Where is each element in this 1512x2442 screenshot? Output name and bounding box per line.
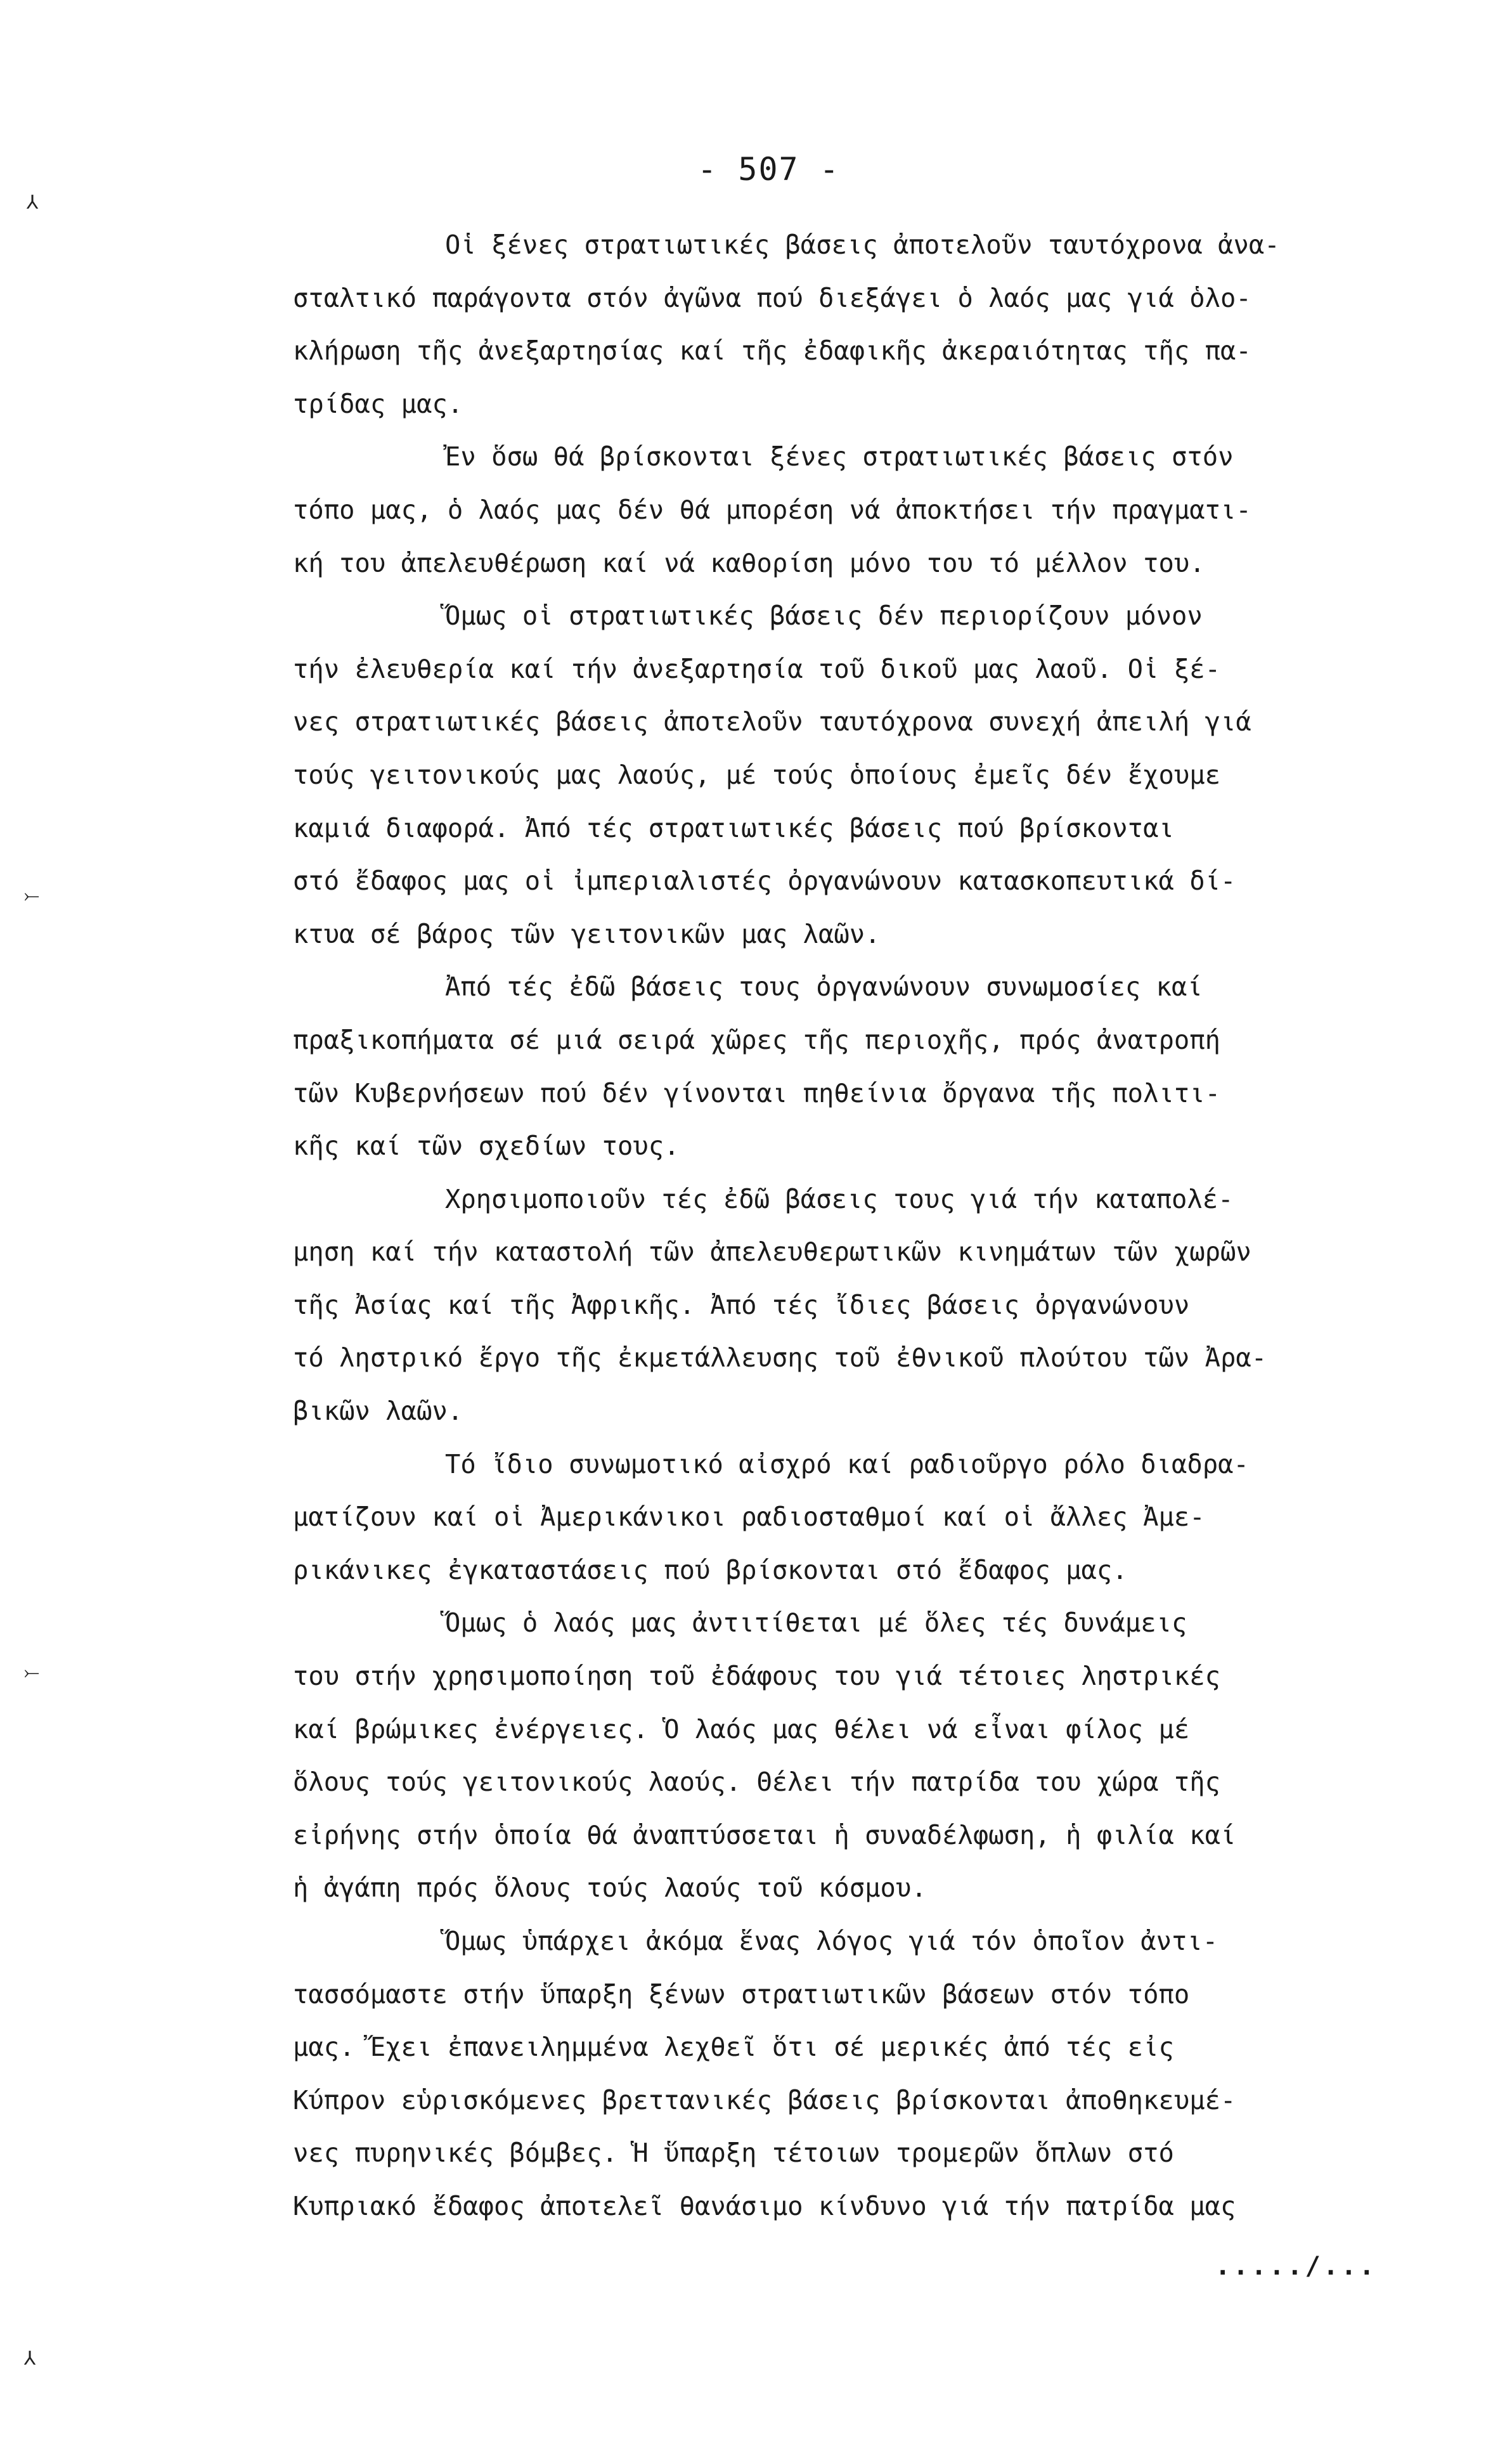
text-line: Ἀπό τές ἐδῶ βάσεις τους ὀργανώνουν συνωμοσίες καί <box>445 971 1203 1003</box>
text-line: Κυπριακό ἔδαφος ἀποτελεῖ θανάσιμο κίνδυνο γιά τήν πατρίδα μας <box>293 2190 1236 2221</box>
margin-arrow-mark-middle: ⤚ <box>24 1661 39 1684</box>
text-line: τήν ἐλευθερία καί τήν ἀνεξαρτησία τοῦ δικοῦ μας λαοῦ. Οἱ ξέ- <box>293 653 1220 684</box>
text-line: εἰρήνης στήν ὁποία θά ἀναπτύσσεται ἡ συναδέλφωση, ἡ φιλία καί <box>293 1819 1236 1850</box>
margin-arrow-mark-upper: ⤚ <box>24 885 39 907</box>
text-line: σταλτικό παράγοντα στόν ἀγῶνα πού διεξάγει ὁ λαός μας γιά ὁλο- <box>293 282 1251 313</box>
paragraph-7 <box>293 1597 1383 1915</box>
text-line: ματίζουν καί οἱ Ἀμερικάνικοι ραδιοσταθμοί καί οἱ ἄλλες Ἀμε- <box>293 1502 1205 1533</box>
paragraph-1 <box>293 219 1383 431</box>
text-line: μηση καί τήν καταστολή τῶν ἀπελευθερωτικῶν κινημάτων τῶν χωρῶν <box>293 1237 1251 1268</box>
continuation-mark: ...../... <box>1215 2250 1377 2281</box>
text-line: Ὅμως οἱ στρατιωτικές βάσεις δέν περιορίζουν μόνον <box>445 601 1203 632</box>
text-line: τῶν Κυβερνήσεων πού δέν γίνονται πηθείνια ὄργανα τῆς πολιτι- <box>293 1077 1220 1108</box>
text-line: καμιά διαφορά. Ἀπό τές στρατιωτικές βάσεις πού βρίσκονται <box>293 812 1174 843</box>
text-line: τό ληστρικό ἔργο τῆς ἐκμετάλλευσης τοῦ ἐθνικοῦ πλούτου τῶν Ἀρα- <box>293 1342 1267 1374</box>
text-line: Χρησιμοποιοῦν τές ἐδῶ βάσεις τους γιά τήν καταπολέ- <box>445 1183 1234 1214</box>
text-line: βικῶν λαῶν. <box>293 1396 463 1427</box>
text-line: καί βρώμικες ἐνέργειες. Ὁ λαός μας θέλει νά εἶναι φίλος μέ <box>293 1713 1190 1744</box>
margin-arrow-mark-lower: ⅄ <box>24 2348 36 2370</box>
body-text <box>293 219 1383 2292</box>
text-line: κῆς καί τῶν σχεδίων τους. <box>293 1131 680 1162</box>
paragraph-2 <box>293 431 1383 590</box>
paragraph-4 <box>293 961 1383 1172</box>
text-line: τούς γειτονικούς μας λαούς, μέ τούς ὁποίους ἐμεῖς δέν ἔχουμε <box>293 759 1220 790</box>
paragraph-5 <box>293 1173 1383 1438</box>
text-line: μας. Ἔχει ἐπανειλημμένα λεχθεῖ ὅτι σέ μερικές ἀπό τές εἰς <box>293 2032 1174 2063</box>
text-line: τασσόμαστε στήν ὕπαρξη ξένων στρατιωτικῶν βάσεων στόν τόπο <box>293 1978 1190 2010</box>
text-line: Ὅμως ὁ λαός μας ἀντιτίθεται μέ ὅλες τές δυνάμεις <box>445 1607 1187 1639</box>
margin-tick-mark-top: ⅄ <box>27 192 39 214</box>
text-line: ὅλους τούς γειτονικούς λαούς. Θέλει τήν πατρίδα του χώρα τῆς <box>293 1767 1220 1798</box>
text-line: στό ἔδαφος μας οἱ ἰμπεριαλιστές ὀργανώνουν κατασκοπευτικά δί- <box>293 866 1236 897</box>
text-line: ἡ ἀγάπη πρός ὅλους τούς λαούς τοῦ κόσμου. <box>293 1873 927 1904</box>
paragraph-6 <box>293 1438 1383 1597</box>
text-line: Τό ἴδιο συνωμοτικό αἰσχρό καί ραδιοῦργο ρόλο διαδρα- <box>445 1448 1249 1479</box>
text-line: Ὅμως ὑπάρχει ἀκόμα ἕνας λόγος γιά τόν ὁποῖον ἀντι- <box>445 1926 1218 1956</box>
text-line: νες πυρηνικές βόμβες. Ἡ ὕπαρξη τέτοιων τρομερῶν ὅπλων στό <box>293 2138 1174 2169</box>
text-line: πραξικοπήματα σέ μιά σειρά χῶρες τῆς περιοχῆς, πρός ἀνατροπή <box>293 1024 1220 1055</box>
text-line: κή του ἀπελευθέρωση καί νά καθορίση μόνο του τό μέλλον του. <box>293 547 1205 578</box>
text-line: νες στρατιωτικές βάσεις ἀποτελοῦν ταυτόχρονα συνεχή ἀπειλή γιά <box>293 706 1251 737</box>
paragraph-8 <box>293 1915 1383 2233</box>
text-line: τόπο μας, ὁ λαός μας δέν θά μπορέση νά ἀποκτήσει τήν πραγματι- <box>293 494 1251 525</box>
text-line: κλήρωση τῆς ἀνεξαρτησίας καί τῆς ἐδαφικῆς ἀκεραιότητας τῆς πα- <box>293 335 1251 367</box>
text-line: του στήν χρησιμοποίηση τοῦ ἐδάφους του γιά τέτοιες ληστρικές <box>293 1661 1220 1692</box>
text-line: ρικάνικες ἐγκαταστάσεις πού βρίσκονται στό ἔδαφος μας. <box>293 1554 1128 1585</box>
text-line: τῆς Ἀσίας καί τῆς Ἀφρικῆς. Ἀπό τές ἴδιες βάσεις ὀργανώνουν <box>293 1289 1190 1320</box>
page-number: - 507 - <box>697 151 840 188</box>
text-line: κτυα σέ βάρος τῶν γειτονικῶν μας λαῶν. <box>293 918 881 949</box>
text-line: Ἐν ὅσω θά βρίσκονται ξένες στρατιωτικές βάσεις στόν <box>445 441 1234 472</box>
text-line: Κύπρον εὑρισκόμενες βρεττανικές βάσεις βρίσκονται ἀποθηκευμέ- <box>293 2084 1236 2115</box>
paragraph-3 <box>293 590 1383 961</box>
text-line: Οἱ ξένες στρατιωτικές βάσεις ἀποτελοῦν ταυτόχρονα ἀνα- <box>445 230 1280 260</box>
text-line: τρίδας μας. <box>293 388 463 419</box>
